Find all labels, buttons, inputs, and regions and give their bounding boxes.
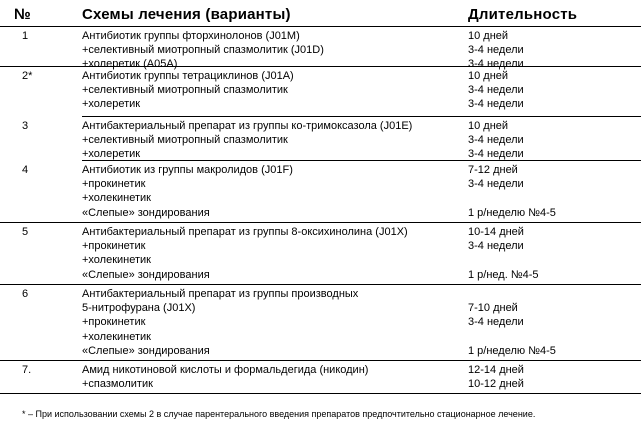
scheme-text: +холекинетик: [82, 254, 151, 267]
duration-text: 3-4 недели: [468, 316, 524, 329]
scheme-text: Антибактериальный препарат из группы производных: [82, 288, 359, 300]
row-line: [0, 133, 641, 147]
duration-text: 10 дней: [468, 120, 509, 132]
row-line: [0, 330, 641, 344]
row-divider: [82, 160, 641, 161]
scheme-text: +селективный миотропный спазмолитик: [82, 134, 288, 147]
scheme-text: Антибиотик группы тетрациклинов (J01A): [82, 70, 294, 82]
scheme-text: +холеретик: [82, 148, 141, 161]
footnote: * – При использовании схемы 2 в случае парентерального введения препаратов предпочтительно стационарное лечение.: [22, 409, 536, 419]
row-line: [0, 83, 641, 97]
scheme-text: +прокинетик: [82, 316, 146, 329]
row-line: [0, 315, 641, 329]
row-line: [0, 191, 641, 205]
row-number: 3: [22, 120, 29, 132]
scheme-text: «Слепые» зондирования: [82, 344, 210, 357]
row-line: [0, 377, 641, 391]
row-divider: [0, 222, 641, 223]
row-number: 5: [22, 226, 29, 238]
duration-text: 3-4 недели: [468, 58, 524, 71]
duration-text: 7-12 дней: [468, 164, 518, 176]
row-line: [0, 225, 641, 239]
row-line: [0, 287, 641, 301]
duration-text: 10 дней: [468, 70, 509, 82]
row-line: [0, 268, 641, 282]
scheme-text: 5-нитрофурана (J01X): [82, 302, 196, 315]
scheme-text: +холеретик (A05A): [82, 58, 178, 71]
row-line: [0, 344, 641, 358]
scheme-text: +холекинетик: [82, 192, 151, 205]
row-divider: [0, 360, 641, 361]
scheme-text: +селективный миотропный спазмолитик: [82, 84, 288, 97]
duration-text: 3-4 недели: [468, 98, 524, 111]
duration-text: 1 р/неделю №4-5: [468, 206, 556, 219]
row-number: 1: [22, 30, 29, 42]
duration-text: 3-4 недели: [468, 240, 524, 253]
scheme-text: +холекинетик: [82, 330, 151, 343]
row-number: 2*: [22, 70, 33, 82]
row-line: [0, 301, 641, 315]
duration-text: 1 р/неделю №4-5: [468, 344, 556, 357]
scheme-text: «Слепые» зондирования: [82, 268, 210, 281]
row-line: [0, 69, 641, 83]
scheme-text: +прокинетик: [82, 178, 146, 191]
scheme-text: +селективный миотропный спазмолитик (J01D): [82, 44, 324, 57]
duration-text: 10-12 дней: [468, 378, 524, 391]
row-line: [0, 206, 641, 220]
duration-text: 1 р/нед. №4-5: [468, 268, 539, 281]
scheme-text: Антибиотик из группы макролидов (J01F): [82, 164, 293, 176]
duration-text: 3-4 недели: [468, 44, 524, 57]
row-line: [0, 363, 641, 377]
row-line: [0, 97, 641, 111]
duration-text: 12-14 дней: [468, 364, 524, 376]
row-number: 7.: [22, 364, 32, 376]
row-divider: [82, 116, 641, 117]
row-line: [0, 163, 641, 177]
duration-text: 3-4 недели: [468, 178, 524, 191]
duration-text: 10-14 дней: [468, 226, 524, 238]
duration-text: 10 дней: [468, 30, 509, 42]
scheme-text: +прокинетик: [82, 240, 146, 253]
scheme-text: «Слепые» зондирования: [82, 206, 210, 219]
scheme-text: +холеретик: [82, 98, 141, 111]
row-line: [0, 239, 641, 253]
scheme-text: +спазмолитик: [82, 378, 153, 391]
scheme-text: Антибиотик группы фторхинолонов (J01M): [82, 30, 300, 42]
row-number: 6: [22, 288, 29, 300]
row-divider: [0, 66, 641, 67]
row-line: [0, 29, 641, 43]
header-schemes: Схемы лечения (варианты): [82, 6, 291, 23]
table-bottom-border: [0, 393, 641, 394]
row-line: [0, 177, 641, 191]
row-line: [0, 119, 641, 133]
duration-text: 3-4 недели: [468, 84, 524, 97]
table-header: [0, 4, 641, 27]
row-divider: [0, 284, 641, 285]
scheme-text: Антибактериальный препарат из группы ко-тримоксазола (J01E): [82, 120, 413, 132]
scheme-text: Амид никотиновой кислоты и формальдегида (никодин): [82, 364, 369, 376]
row-number: 4: [22, 164, 29, 176]
row-line: [0, 253, 641, 267]
duration-text: 7-10 дней: [468, 302, 518, 315]
duration-text: 3-4 недели: [468, 148, 524, 161]
header-duration: Длительность: [468, 6, 578, 23]
scheme-text: Антибактериальный препарат из группы 8-оксихинолина (J01X): [82, 226, 408, 238]
row-line: [0, 43, 641, 57]
duration-text: 3-4 недели: [468, 134, 524, 147]
header-number: №: [14, 6, 31, 23]
